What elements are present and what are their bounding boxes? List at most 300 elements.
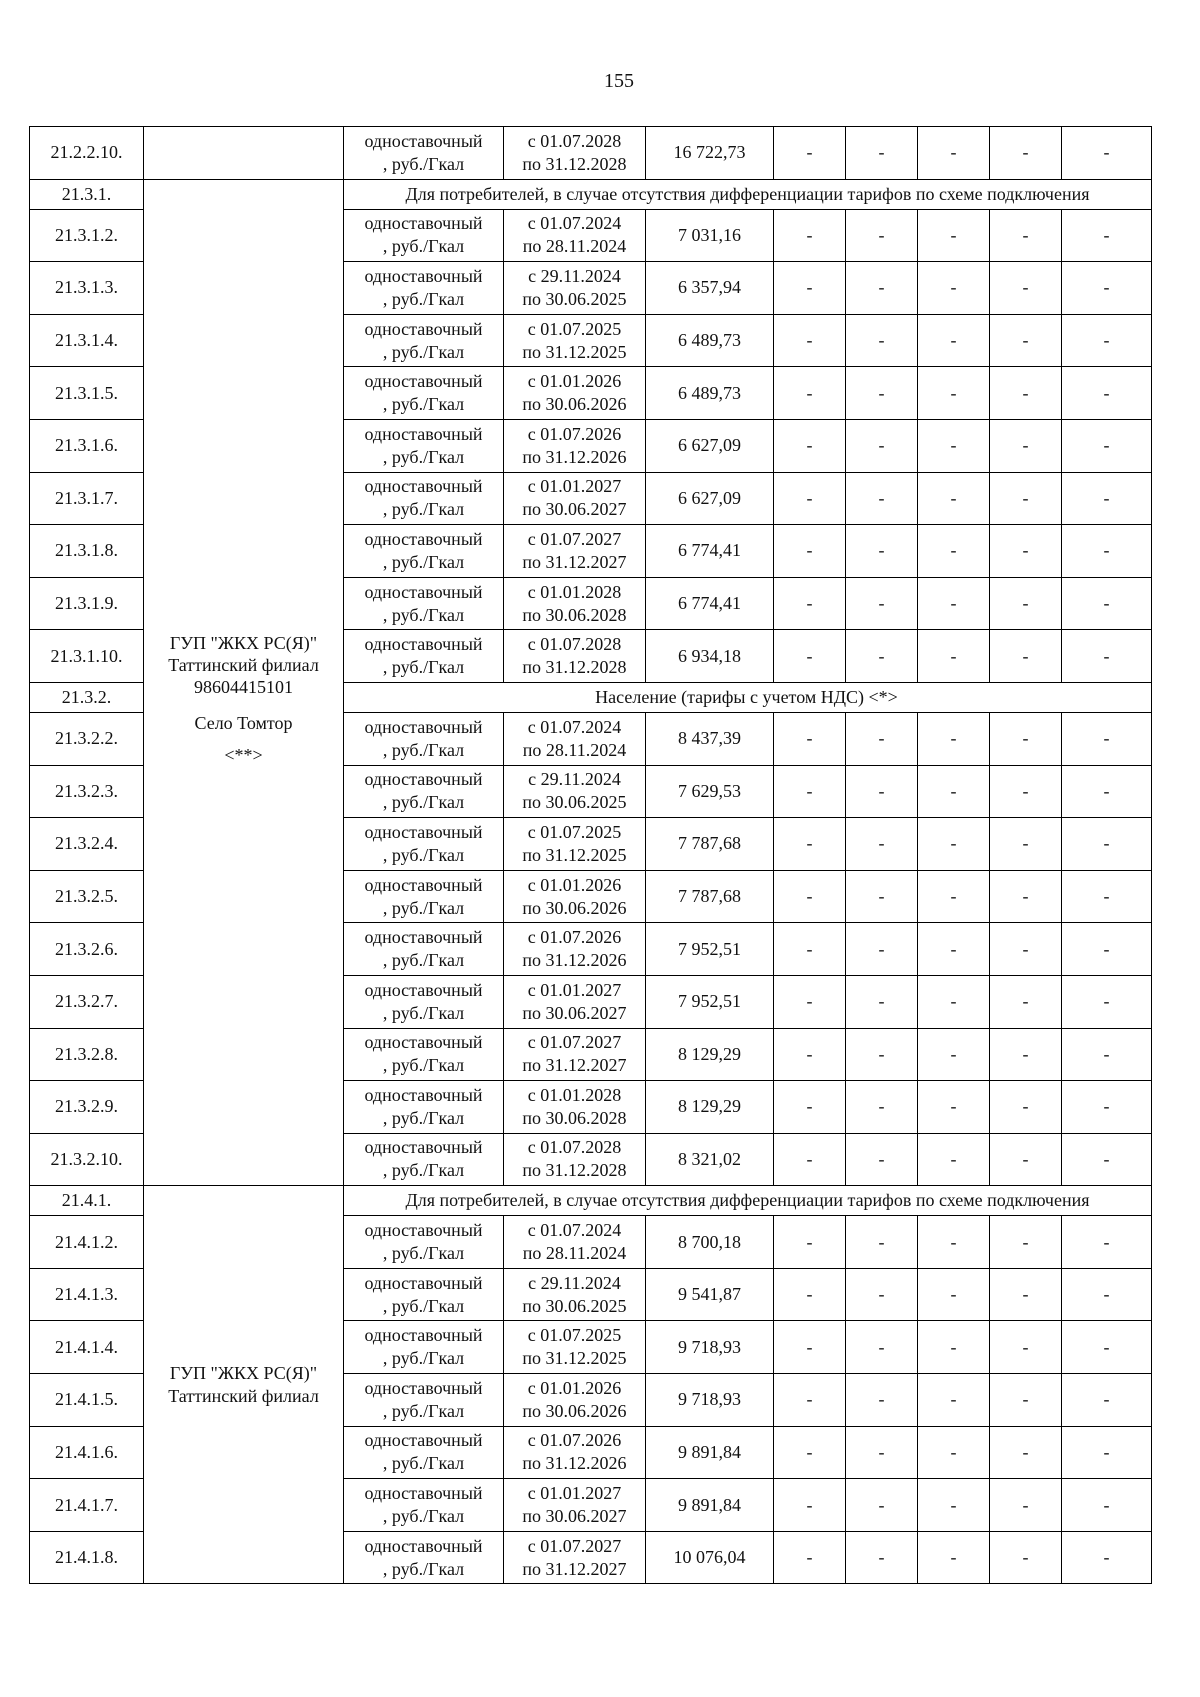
rate-type-line2: , руб./Гкал — [382, 394, 465, 415]
tariff-value: 9 718,93 — [646, 1374, 774, 1427]
empty-cell: - — [990, 367, 1062, 420]
row-number: 21.3.2.4. — [30, 818, 144, 871]
empty-cell: - — [774, 419, 846, 472]
empty-cell: - — [918, 367, 990, 420]
empty-cell: - — [990, 127, 1062, 180]
rate-type — [344, 525, 504, 578]
section-title: Население (тарифы с учетом НДС) <*> — [344, 682, 1152, 712]
rate-type — [344, 1374, 504, 1427]
period-from: с 29.11.2024 — [528, 265, 621, 286]
rate-type-line1: одноставочный — [364, 581, 483, 602]
rate-type-line1: одноставочный — [364, 634, 483, 655]
rate-type — [344, 1081, 504, 1134]
org-branch: Таттинский филиал — [168, 1385, 319, 1406]
rate-type-line1: одноставочный — [364, 821, 483, 842]
validity-period — [504, 1479, 646, 1532]
rate-type-line2: , руб./Гкал — [382, 604, 465, 625]
validity-period — [504, 1081, 646, 1134]
period-from: с 01.01.2026 — [527, 371, 622, 392]
rate-type-line1: одноставочный — [364, 874, 483, 895]
row-number: 21.3.1.10. — [30, 630, 144, 683]
empty-cell: - — [1062, 630, 1152, 683]
tariff-value: 9 541,87 — [646, 1268, 774, 1321]
validity-period — [504, 209, 646, 262]
empty-cell: - — [846, 1531, 918, 1584]
organization-info — [144, 632, 343, 766]
rate-type — [344, 1216, 504, 1269]
rate-type-line2: , руб./Гкал — [382, 1160, 465, 1181]
rate-type-line2: , руб./Гкал — [382, 288, 465, 309]
empty-cell: - — [1062, 525, 1152, 578]
rate-type-line1: одноставочный — [364, 1430, 483, 1451]
rate-type-line1: одноставочный — [364, 213, 483, 234]
empty-cell: - — [774, 765, 846, 818]
empty-cell: - — [774, 1426, 846, 1479]
rate-type-line2: , руб./Гкал — [382, 1243, 465, 1264]
empty-cell: - — [918, 870, 990, 923]
row-number: 21.4.1.7. — [30, 1479, 144, 1532]
empty-cell: - — [846, 1321, 918, 1374]
rate-type-line1: одноставочный — [364, 927, 483, 948]
period-to: по 30.06.2027 — [522, 1506, 627, 1527]
empty-cell: - — [1062, 975, 1152, 1028]
empty-cell: - — [918, 419, 990, 472]
period-from: с 01.07.2028 — [527, 1137, 622, 1158]
tariff-value: 7 629,53 — [646, 765, 774, 818]
org-code: 98604415101 — [194, 676, 293, 697]
empty-cell: - — [846, 1479, 918, 1532]
empty-cell: - — [918, 1268, 990, 1321]
page-number: 155 — [604, 70, 634, 92]
rate-type-line1: одноставочный — [364, 423, 483, 444]
period-from: с 01.01.2028 — [527, 1084, 622, 1105]
period-from: с 01.07.2024 — [527, 716, 622, 737]
period-to: по 31.12.2027 — [522, 551, 627, 572]
rate-type — [344, 975, 504, 1028]
rate-type-line1: одноставочный — [364, 1272, 483, 1293]
row-number: 21.3.2.3. — [30, 765, 144, 818]
empty-cell: - — [990, 1531, 1062, 1584]
period-from: с 01.07.2027 — [527, 1032, 622, 1053]
row-number: 21.4.1.2. — [30, 1216, 144, 1269]
empty-cell: - — [846, 1081, 918, 1134]
period-from: с 01.01.2027 — [527, 476, 622, 497]
period-to: по 31.12.2025 — [522, 1348, 627, 1369]
validity-period — [504, 127, 646, 180]
rate-type — [344, 1268, 504, 1321]
rate-type-line2: , руб./Гкал — [382, 1558, 465, 1579]
table-body — [30, 127, 1152, 1584]
tariff-value: 9 891,84 — [646, 1479, 774, 1532]
tariff-value: 8 129,29 — [646, 1028, 774, 1081]
period-from: с 01.07.2028 — [527, 634, 622, 655]
tariff-value: 6 934,18 — [646, 630, 774, 683]
rate-type-line2: , руб./Гкал — [382, 341, 465, 362]
period-to: по 31.12.2027 — [522, 1558, 627, 1579]
empty-cell: - — [990, 314, 1062, 367]
rate-type-line1: одноставочный — [364, 1325, 483, 1346]
empty-cell: - — [918, 975, 990, 1028]
empty-cell: - — [774, 712, 846, 765]
rate-type — [344, 1028, 504, 1081]
rate-type-line1: одноставочный — [364, 130, 483, 151]
tariff-value: 6 774,41 — [646, 525, 774, 578]
empty-cell: - — [774, 1081, 846, 1134]
rate-type — [344, 577, 504, 630]
row-number: 21.3.1.2. — [30, 209, 144, 262]
row-number: 21.3.2.7. — [30, 975, 144, 1028]
period-from: с 01.07.2027 — [527, 528, 622, 549]
empty-cell: - — [1062, 923, 1152, 976]
validity-period — [504, 923, 646, 976]
validity-period — [504, 870, 646, 923]
section-number: 21.3.2. — [30, 682, 144, 712]
empty-cell: - — [990, 209, 1062, 262]
empty-cell: - — [990, 577, 1062, 630]
rate-type-line1: одноставочный — [364, 1220, 483, 1241]
empty-cell: - — [918, 1531, 990, 1584]
empty-cell: - — [990, 472, 1062, 525]
empty-cell: - — [846, 1426, 918, 1479]
period-from: с 01.07.2028 — [527, 130, 622, 151]
empty-cell: - — [990, 1321, 1062, 1374]
tariff-table — [29, 126, 1152, 1584]
empty-cell: - — [846, 127, 918, 180]
tariff-value: 6 489,73 — [646, 367, 774, 420]
period-from: с 01.07.2024 — [527, 1220, 622, 1241]
empty-cell: - — [918, 209, 990, 262]
empty-cell: - — [774, 1028, 846, 1081]
empty-cell: - — [990, 712, 1062, 765]
organization-cell — [144, 179, 344, 1186]
empty-cell: - — [918, 127, 990, 180]
rate-type — [344, 923, 504, 976]
rate-type-line1: одноставочный — [364, 1377, 483, 1398]
empty-cell: - — [990, 923, 1062, 976]
validity-period — [504, 1133, 646, 1186]
rate-type-line2: , руб./Гкал — [382, 1295, 465, 1316]
rate-type-line1: одноставочный — [364, 1483, 483, 1504]
rate-type — [344, 367, 504, 420]
empty-cell: - — [990, 630, 1062, 683]
period-from: с 01.07.2026 — [527, 927, 622, 948]
rate-type — [344, 1133, 504, 1186]
empty-cell: - — [846, 472, 918, 525]
tariff-value: 6 627,09 — [646, 419, 774, 472]
empty-cell: - — [1062, 1479, 1152, 1532]
period-to: по 31.12.2025 — [522, 341, 627, 362]
empty-cell: - — [1062, 870, 1152, 923]
rate-type — [344, 314, 504, 367]
empty-cell: - — [1062, 1081, 1152, 1134]
rate-type-line2: , руб./Гкал — [382, 1107, 465, 1128]
tariff-value: 7 952,51 — [646, 975, 774, 1028]
validity-period — [504, 765, 646, 818]
spacer — [144, 698, 343, 712]
empty-cell: - — [846, 367, 918, 420]
period-to: по 30.06.2027 — [522, 499, 627, 520]
period-to: по 28.11.2024 — [522, 739, 627, 760]
empty-cell: - — [846, 262, 918, 315]
empty-cell: - — [774, 1133, 846, 1186]
empty-cell: - — [1062, 419, 1152, 472]
rate-type-line2: , руб./Гкал — [382, 551, 465, 572]
organization-cell-empty — [144, 127, 344, 180]
rate-type-line2: , руб./Гкал — [382, 1348, 465, 1369]
row-number: 21.3.1.3. — [30, 262, 144, 315]
rate-type-line1: одноставочный — [364, 979, 483, 1000]
period-from: с 01.01.2026 — [527, 1377, 622, 1398]
period-to: по 30.06.2025 — [522, 792, 627, 813]
empty-cell: - — [774, 1268, 846, 1321]
empty-cell: - — [1062, 209, 1152, 262]
empty-cell: - — [918, 472, 990, 525]
empty-cell: - — [990, 525, 1062, 578]
rate-type-line2: , руб./Гкал — [382, 792, 465, 813]
empty-cell: - — [1062, 712, 1152, 765]
tariff-value: 10 076,04 — [646, 1531, 774, 1584]
tariff-value: 7 952,51 — [646, 923, 774, 976]
empty-cell: - — [990, 262, 1062, 315]
empty-cell: - — [846, 1374, 918, 1427]
rate-type-line2: , руб./Гкал — [382, 657, 465, 678]
empty-cell: - — [774, 262, 846, 315]
tariff-value: 9 718,93 — [646, 1321, 774, 1374]
rate-type-line2: , руб./Гкал — [382, 950, 465, 971]
empty-cell: - — [774, 367, 846, 420]
period-from: с 01.07.2024 — [527, 213, 622, 234]
empty-cell: - — [846, 577, 918, 630]
empty-cell: - — [846, 712, 918, 765]
rate-type-line1: одноставочный — [364, 318, 483, 339]
period-to: по 31.12.2028 — [522, 657, 627, 678]
period-to: по 31.12.2025 — [522, 844, 627, 865]
validity-period — [504, 314, 646, 367]
empty-cell: - — [918, 1321, 990, 1374]
validity-period — [504, 1531, 646, 1584]
empty-cell: - — [918, 1426, 990, 1479]
empty-cell: - — [918, 1081, 990, 1134]
rate-type-line1: одноставочный — [364, 1137, 483, 1158]
rate-type-line2: , руб./Гкал — [382, 1002, 465, 1023]
empty-cell: - — [918, 1479, 990, 1532]
row-number: 21.3.1.7. — [30, 472, 144, 525]
rate-type-line1: одноставочный — [364, 528, 483, 549]
org-locality: Село Томтор — [194, 712, 293, 733]
rate-type — [344, 209, 504, 262]
period-to: по 30.06.2025 — [522, 288, 627, 309]
validity-period — [504, 472, 646, 525]
empty-cell: - — [918, 1216, 990, 1269]
empty-cell: - — [1062, 1216, 1152, 1269]
row-number: 21.3.1.6. — [30, 419, 144, 472]
empty-cell: - — [990, 1081, 1062, 1134]
row-number: 21.3.1.5. — [30, 367, 144, 420]
empty-cell: - — [1062, 577, 1152, 630]
row-number: 21.3.2.8. — [30, 1028, 144, 1081]
row-number: 21.4.1.6. — [30, 1426, 144, 1479]
empty-cell: - — [918, 577, 990, 630]
empty-cell: - — [918, 818, 990, 871]
empty-cell: - — [1062, 127, 1152, 180]
rate-type — [344, 630, 504, 683]
rate-type-line2: , руб./Гкал — [382, 739, 465, 760]
period-to: по 28.11.2024 — [522, 1243, 627, 1264]
empty-cell: - — [774, 1479, 846, 1532]
rate-type-line2: , руб./Гкал — [382, 844, 465, 865]
rate-type-line1: одноставочный — [364, 1032, 483, 1053]
rate-type-line2: , руб./Гкал — [382, 153, 465, 174]
tariff-value: 9 891,84 — [646, 1426, 774, 1479]
period-from: с 01.07.2026 — [527, 1430, 622, 1451]
empty-cell: - — [990, 975, 1062, 1028]
tariff-value: 16 722,73 — [646, 127, 774, 180]
period-to: по 30.06.2028 — [522, 604, 627, 625]
validity-period — [504, 419, 646, 472]
validity-period — [504, 1374, 646, 1427]
period-from: с 01.07.2026 — [527, 423, 622, 444]
empty-cell: - — [990, 1028, 1062, 1081]
tariff-value: 6 357,94 — [646, 262, 774, 315]
rate-type-line2: , руб./Гкал — [382, 499, 465, 520]
row-number: 21.3.2.10. — [30, 1133, 144, 1186]
period-to: по 30.06.2027 — [522, 1002, 627, 1023]
rate-type-line1: одноставочный — [364, 371, 483, 392]
rate-type — [344, 870, 504, 923]
empty-cell: - — [846, 765, 918, 818]
empty-cell: - — [846, 923, 918, 976]
period-from: с 01.07.2025 — [527, 1325, 622, 1346]
empty-cell: - — [1062, 262, 1152, 315]
empty-cell: - — [990, 818, 1062, 871]
period-to: по 28.11.2024 — [522, 236, 627, 257]
rate-type-line2: , руб./Гкал — [382, 1055, 465, 1076]
validity-period — [504, 1426, 646, 1479]
validity-period — [504, 577, 646, 630]
empty-cell: - — [774, 314, 846, 367]
validity-period — [504, 1216, 646, 1269]
validity-period — [504, 630, 646, 683]
row-number: 21.3.2.2. — [30, 712, 144, 765]
validity-period — [504, 975, 646, 1028]
org-name: ГУП "ЖКХ РС(Я)" — [169, 1362, 318, 1383]
empty-cell: - — [774, 1531, 846, 1584]
empty-cell: - — [918, 1374, 990, 1427]
empty-cell: - — [918, 923, 990, 976]
empty-cell: - — [846, 525, 918, 578]
tariff-value: 7 787,68 — [646, 870, 774, 923]
empty-cell: - — [918, 1133, 990, 1186]
tariff-value: 8 129,29 — [646, 1081, 774, 1134]
rate-type — [344, 1321, 504, 1374]
empty-cell: - — [774, 1321, 846, 1374]
tariff-value: 7 031,16 — [646, 209, 774, 262]
empty-cell: - — [774, 525, 846, 578]
empty-cell: - — [846, 209, 918, 262]
rate-type-line2: , руб./Гкал — [382, 236, 465, 257]
row-number: 21.3.2.9. — [30, 1081, 144, 1134]
empty-cell: - — [990, 1268, 1062, 1321]
period-to: по 30.06.2026 — [522, 1400, 627, 1421]
period-from: с 29.11.2024 — [528, 769, 621, 790]
validity-period — [504, 1028, 646, 1081]
empty-cell: - — [990, 1374, 1062, 1427]
row-number: 21.3.2.5. — [30, 870, 144, 923]
rate-type — [344, 127, 504, 180]
empty-cell: - — [774, 870, 846, 923]
period-from: с 01.07.2025 — [527, 821, 622, 842]
period-to: по 30.06.2025 — [522, 1295, 627, 1316]
row-number: 21.4.1.8. — [30, 1531, 144, 1584]
rate-type-line1: одноставочный — [364, 769, 483, 790]
section-row — [30, 1186, 1152, 1216]
empty-cell: - — [990, 419, 1062, 472]
rate-type — [344, 472, 504, 525]
empty-cell: - — [846, 314, 918, 367]
empty-cell: - — [774, 577, 846, 630]
empty-cell: - — [774, 472, 846, 525]
empty-cell: - — [990, 765, 1062, 818]
empty-cell: - — [846, 1028, 918, 1081]
empty-cell: - — [918, 525, 990, 578]
empty-cell: - — [1062, 1426, 1152, 1479]
period-to: по 30.06.2026 — [522, 897, 627, 918]
period-from: с 01.07.2027 — [527, 1535, 622, 1556]
org-note: <**> — [224, 744, 263, 765]
org-name: ГУП "ЖКХ РС(Я)" — [169, 632, 318, 653]
empty-cell: - — [846, 870, 918, 923]
tariff-value: 8 321,02 — [646, 1133, 774, 1186]
rate-type-line1: одноставочный — [364, 1535, 483, 1556]
period-to: по 30.06.2026 — [522, 394, 627, 415]
rate-type-line2: , руб./Гкал — [382, 1400, 465, 1421]
empty-cell: - — [918, 765, 990, 818]
empty-cell: - — [774, 127, 846, 180]
rate-type — [344, 818, 504, 871]
empty-cell: - — [918, 314, 990, 367]
period-to: по 31.12.2028 — [522, 153, 627, 174]
tariff-value: 7 787,68 — [646, 818, 774, 871]
row-number: 21.3.2.6. — [30, 923, 144, 976]
row-number: 21.4.1.5. — [30, 1374, 144, 1427]
row-number: 21.2.2.10. — [30, 127, 144, 180]
empty-cell: - — [846, 419, 918, 472]
empty-cell: - — [1062, 1268, 1152, 1321]
period-from: с 01.01.2028 — [527, 581, 622, 602]
empty-cell: - — [846, 1268, 918, 1321]
section-number: 21.3.1. — [30, 179, 144, 209]
empty-cell: - — [774, 630, 846, 683]
period-to: по 30.06.2028 — [522, 1107, 627, 1128]
period-from: с 01.01.2027 — [527, 1483, 622, 1504]
validity-period — [504, 262, 646, 315]
validity-period — [504, 1321, 646, 1374]
empty-cell: - — [1062, 1531, 1152, 1584]
section-title: Для потребителей, в случае отсутствия дифференциации тарифов по схеме подключения — [344, 1186, 1152, 1216]
row-number: 21.4.1.3. — [30, 1268, 144, 1321]
organization-cell — [144, 1186, 344, 1584]
period-to: по 31.12.2026 — [522, 446, 627, 467]
validity-period — [504, 367, 646, 420]
period-to: по 31.12.2028 — [522, 1160, 627, 1181]
row-number: 21.4.1.4. — [30, 1321, 144, 1374]
rate-type — [344, 1531, 504, 1584]
validity-period — [504, 712, 646, 765]
empty-cell: - — [1062, 1133, 1152, 1186]
row-number: 21.3.1.8. — [30, 525, 144, 578]
rate-type — [344, 262, 504, 315]
period-to: по 31.12.2027 — [522, 1055, 627, 1076]
